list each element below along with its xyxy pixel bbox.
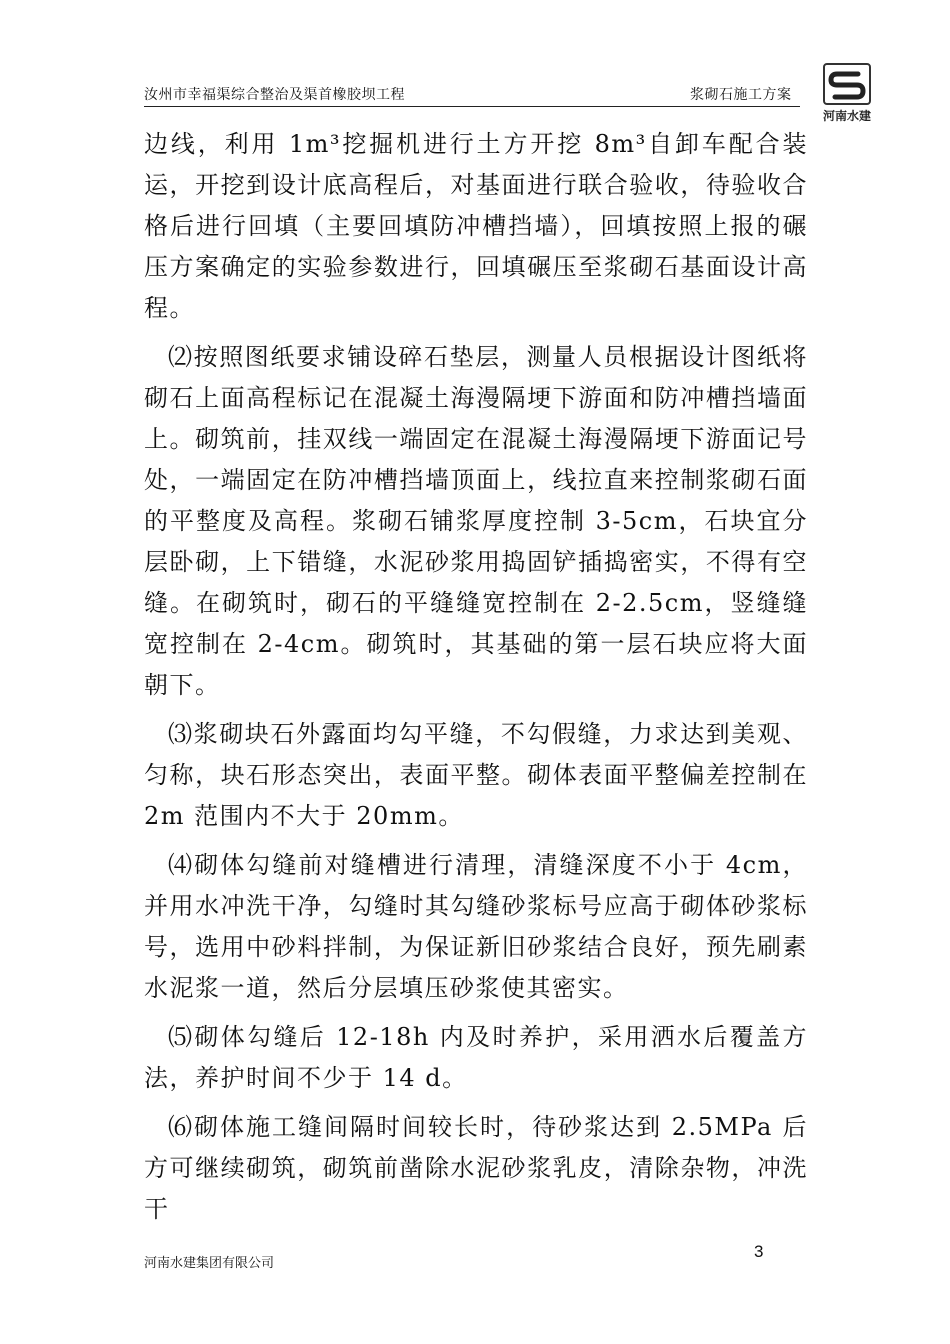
company-logo [815, 62, 879, 126]
paragraph-4: ⑷砌体勾缝前对缝槽进行清理，清缝深度不小于 4cm，并用水冲洗干净，勾缝时其勾缝砂浆标号应高于砌体砂浆标号，选用中砂料拌制，为保证新旧砂浆结合良好，预先刷素水泥浆一道，然后分层填压砂浆使其密实。 [144, 851, 808, 1002]
logo-text: 河南水建 [822, 109, 872, 123]
paragraph-2: ⑵按照图纸要求铺设碎石垫层，测量人员根据设计图纸将砌石上面高程标记在混凝土海漫隔埂下游面和防冲槽挡墙面上。砌筑前，挂双线一端固定在混凝土海漫隔埂下游面记号处，一端固定在防冲槽挡墙顶面上，线拉直来控制浆砌石面的平整度及高程。浆砌石铺浆厚度控制 3-5cm，石块宜分层卧砌，上下错缝，水泥砂浆用捣固铲插捣密实，不得有空缝。在砌筑时，砌石的平缝缝宽控制在 2-2.5cm，竖缝缝宽控制在 2-4cm。砌筑时，其基础的第一层石块应将大面朝下。 [144, 343, 808, 699]
footer-company: 河南水建集团有限公司 [144, 1256, 275, 1271]
page-number: 3 [754, 1242, 764, 1261]
header-project-title: 汝州市幸福渠综合整治及渠首橡胶坝工程 [144, 87, 405, 103]
paragraph-5: ⑸砌体勾缝后 12-18h 内及时养护，采用洒水后覆盖方法，养护时间不少于 14 d。 [144, 1023, 808, 1092]
header-doc-title: 浆砌石施工方案 [690, 87, 792, 103]
paragraph-6: ⑹砌体施工缝间隔时间较长时，待砂浆达到 2.5MPa 后方可继续砌筑，砌筑前凿除水泥砂浆乳皮，清除杂物，冲洗干 [144, 1113, 808, 1223]
paragraph-3: ⑶浆砌块石外露面均勾平缝，不勾假缝，力求达到美观、匀称，块石形态突出，表面平整。砌体表面平整偏差控制在 2m 范围内不大于 20mm。 [144, 720, 808, 830]
document-body [144, 124, 808, 1238]
paragraph-1: 边线，利用 1m³挖掘机进行土方开挖 8m³自卸车配合装运，开挖到设计底高程后，对基面进行联合验收，待验收合格后进行回填（主要回填防冲槽挡墙），回填按照上报的碾压方案确定的实验参数进行，回填碾压至浆砌石基面设计高程。 [144, 130, 808, 322]
header-divider [144, 106, 800, 107]
